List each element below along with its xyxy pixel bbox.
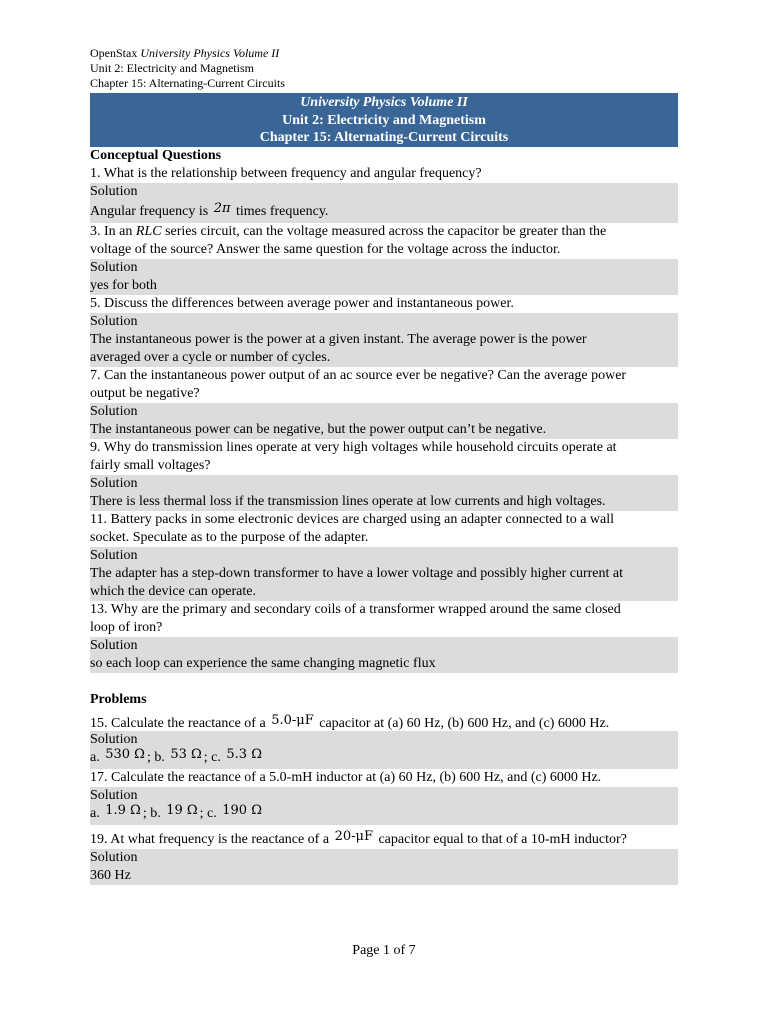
banner-title: University Physics Volume II [300,95,468,110]
running-header-chapter: Chapter 15: Alternating-Current Circuits [90,76,285,90]
solution-3 [90,259,678,295]
question-19: 19. At what frequency is the reactance of a 20-μF capacitor equal to that of a 10-mH inductor? [90,829,627,847]
solution-text: There is less thermal loss if the transmission lines operate at low currents and high voltages. [90,494,606,509]
solution-19 [90,849,678,885]
question-15: 15. Calculate the reactance of a 5.0-μF capacitor at (a) 60 Hz, (b) 600 Hz, and (c) 6000 Hz. [90,713,610,731]
question-11: 11. Battery packs in some electronic devices are charged using an adapter connected to a wall socket. Speculate as to the purpose of the adapter. [90,512,615,545]
math-expression: 2π [213,201,231,216]
solution-label: Solution [90,184,138,199]
running-header-book: OpenStax University Physics Volume II [90,46,280,60]
banner-unit: Unit 2: Electricity and Magnetism [282,112,486,128]
solution-1 [90,183,678,223]
solution-13 [90,637,678,673]
solution-15 [90,731,678,769]
solution-7 [90,403,678,439]
question-17: 17. Calculate the reactance of a 5.0-mH inductor at (a) 60 Hz, (b) 600 Hz, and (c) 6000 Hz. [90,770,602,785]
solution-text: Angular frequency is 2π times frequency. [90,201,329,219]
title-banner [90,93,678,147]
solution-label: Solution [90,638,138,653]
solution-label: Solution [90,850,138,865]
question-7: 7. Can the instantaneous power output of an ac source ever be negative? Can the average power output be negative? [90,368,627,401]
solution-17 [90,787,678,825]
question-9: 9. Why do transmission lines operate at very high voltages while household circuits operate at fairly small voltages? [90,440,617,473]
solution-text: 360 Hz [90,868,131,883]
solution-text: The instantaneous power is the power at a given instant. The average power is the power [90,332,587,347]
solution-11 [90,547,678,601]
math-expression: 20-μF [334,829,373,844]
solution-text: The instantaneous power can be negative, but the power output can’t be negative. [90,422,547,437]
problems-heading: Problems [90,692,147,707]
solution-text: averaged over a cycle or number of cycles. [90,350,331,365]
solution-label: Solution [90,476,138,491]
solution-label: Solution [90,548,138,563]
running-header [90,46,285,91]
math-expression: 5.0-μF [271,713,314,728]
solution-text: so each loop can experience the same changing magnetic flux [90,656,436,671]
solution-text: The adapter has a step-down transformer to have a lower voltage and possibly higher current at [90,566,623,581]
solution-label: Solution [90,788,138,803]
solution-label: Solution [90,732,138,747]
solution-label: Solution [90,404,138,419]
solution-9 [90,475,678,511]
running-header-unit: Unit 2: Electricity and Magnetism [90,61,254,75]
banner-chapter: Chapter 15: Alternating-Current Circuits [259,130,509,145]
solution-text: a. 1.9 Ω ; b. 19 Ω ; c. 190 Ω [90,803,262,821]
solution-label: Solution [90,260,138,275]
question-1: 1. What is the relationship between frequency and angular frequency? [90,166,482,181]
solution-text: yes for both [90,278,157,293]
conceptual-heading: Conceptual Questions [90,148,222,163]
solution-5 [90,313,678,367]
solution-text: a. 530 Ω ; b. 53 Ω ; c. 5.3 Ω [90,747,262,765]
question-13: 13. Why are the primary and secondary coils of a transformer wrapped around the same closed loop of iron? [90,602,621,635]
question-3: 3. In an RLC series circuit, can the voltage measured across the capacitor be greater than the voltage of the source? Answer the same question for the voltage across the inductor. [90,224,607,257]
document-body [90,147,678,885]
solution-text: which the device can operate. [90,584,256,599]
question-5: 5. Discuss the differences between average power and instantaneous power. [90,296,514,311]
solution-label: Solution [90,314,138,329]
page-number: Page 1 of 7 [352,943,416,958]
